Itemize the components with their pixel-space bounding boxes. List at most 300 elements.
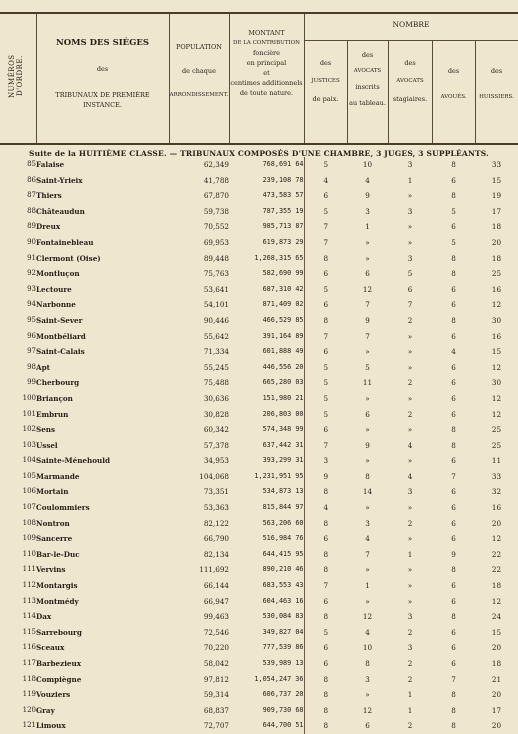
avoues-count: 4 [451, 347, 456, 357]
avocats-count: 7 [365, 300, 370, 310]
row-number: 94 [27, 300, 36, 309]
table-row [0, 453, 518, 469]
population: 60,342 [203, 425, 229, 435]
population: 68,837 [203, 705, 229, 715]
tribunal-name: Vervins [36, 565, 66, 575]
justices-count: 6 [304, 266, 347, 282]
table-row [0, 594, 518, 610]
row-number: 95 [27, 315, 36, 324]
row-number: 106 [22, 487, 36, 496]
montant: 890,210 46 [262, 565, 304, 574]
population: 62,349 [203, 160, 229, 169]
huissiers-heading: HUISSIERS. [479, 94, 514, 100]
avoues-count: 6 [451, 456, 456, 466]
justices-count: 8 [304, 313, 347, 329]
table-header [0, 12, 518, 145]
huissiers-count: 20 [491, 518, 502, 528]
montant: 446,556 20 [262, 362, 304, 371]
huissiers-count: 17 [491, 206, 502, 216]
montant-l7: de toute nature. [239, 89, 294, 97]
justices-count: 4 [304, 173, 347, 189]
rule [304, 40, 518, 41]
avoues-count: 6 [451, 378, 456, 388]
table-row [0, 344, 518, 360]
avoues-count: 6 [451, 222, 456, 232]
stagiaires-count: 2 [407, 721, 413, 731]
table-row [0, 578, 518, 594]
population: 58,042 [203, 659, 229, 668]
montant: 473,583 57 [262, 191, 304, 200]
avocats-count: » [365, 393, 370, 403]
avocats-count: 7 [365, 331, 370, 341]
row-number: 100 [22, 393, 36, 402]
montant-l6: centimes additionnels [230, 79, 303, 87]
montant: 619,873 29 [262, 237, 304, 246]
population: 55,245 [203, 362, 229, 372]
table-row [0, 500, 518, 516]
avocats-count: » [365, 690, 370, 700]
montant: 606,737 20 [262, 690, 304, 699]
stagiaires-count: 7 [407, 300, 413, 310]
justices-count: 7 [304, 235, 347, 251]
avocats-count: 6 [365, 409, 370, 419]
row-number: 98 [27, 362, 36, 371]
stagiaires-count: 4 [407, 471, 413, 481]
population: 82,122 [203, 518, 229, 528]
avoues-count: 8 [451, 191, 456, 201]
tribunal-name: Compiègne [36, 674, 82, 684]
montant-l3: foncière [252, 49, 281, 57]
table-row [0, 188, 518, 204]
huissiers-count: 12 [491, 534, 502, 544]
population: 89,448 [203, 253, 229, 263]
avocats-count: 8 [365, 471, 370, 481]
stagiaires-count: » [407, 425, 413, 435]
tribunal-name: Apt [36, 362, 50, 372]
stagiaires-count: 3 [407, 643, 413, 653]
justices-count: 8 [304, 547, 347, 563]
stagiaires-count: 1 [407, 705, 413, 715]
avoues-count: 8 [451, 269, 456, 279]
avocats-count: 12 [362, 612, 373, 622]
data-table [0, 157, 518, 734]
row-number: 93 [27, 284, 36, 293]
stagiaires-count: » [407, 347, 413, 357]
row-number: 115 [22, 627, 36, 636]
stagiaires-count: 2 [407, 315, 413, 325]
stagiaires-count: » [407, 565, 413, 575]
avocats-count: » [365, 456, 370, 466]
table-row [0, 297, 518, 313]
montant: 1,054,247 36 [254, 674, 304, 683]
huissiers-count: 17 [491, 705, 502, 715]
justices-count: 7 [304, 219, 347, 235]
tribunal-name: Barbezieux [36, 659, 82, 668]
montant: 601,888 49 [262, 347, 304, 356]
tribunal-name: Limoux [36, 721, 66, 731]
huissiers-count: 11 [491, 456, 502, 466]
montant: 1,268,315 65 [254, 253, 304, 262]
avoues-count: 6 [451, 643, 456, 653]
row-number: 89 [27, 222, 36, 231]
table-row [0, 625, 518, 641]
justices-count: 6 [304, 297, 347, 313]
table-row [0, 438, 518, 454]
section-title: Suite de la HUITIÈME CLASSE. — TRIBUNAUX COMPOSÉS D'UNE CHAMBRE, 3 JUGES, 3 SUPPLÉANTS. [29, 149, 489, 158]
justices-count: 8 [304, 672, 347, 688]
stagiaires-count: » [407, 534, 413, 544]
justices-count: 5 [304, 625, 347, 641]
row-number: 86 [27, 175, 36, 184]
stagiaires-count: » [407, 362, 413, 372]
row-number: 103 [22, 440, 36, 449]
justices-count: 7 [304, 438, 347, 454]
population: 53,363 [203, 503, 229, 513]
population: 82,134 [203, 549, 229, 559]
montant: 539,989 13 [262, 659, 304, 667]
avocats-count: » [365, 565, 370, 575]
population: 41,788 [203, 175, 229, 185]
table-row [0, 484, 518, 500]
table-row [0, 251, 518, 267]
table-row [0, 703, 518, 719]
avocats-count: 12 [362, 705, 373, 715]
montant: 239,108 78 [262, 175, 304, 184]
avocats-count: 3 [365, 518, 370, 528]
avoues-count: 8 [451, 705, 456, 715]
population-de: de chaque [182, 67, 216, 75]
tribunal-name: Sens [36, 425, 56, 435]
noms-subheading: TRIBUNAUX DE PREMIÈRE INSTANCE. [55, 91, 150, 109]
population: 104,068 [199, 471, 229, 481]
avoues-count: 7 [451, 674, 456, 684]
stagiaires-count: » [407, 503, 413, 513]
rule [388, 40, 389, 143]
table-row [0, 204, 518, 220]
population: 59,314 [203, 690, 229, 700]
huissiers-count: 12 [491, 393, 502, 403]
avocats-count: 9 [365, 315, 370, 325]
montant: 871,409 02 [262, 300, 304, 309]
table-row [0, 157, 518, 173]
huissiers-count: 12 [491, 300, 502, 310]
tribunal-name: Falaise [36, 160, 65, 169]
montant: 582,690 99 [262, 269, 304, 278]
population: 66,144 [203, 581, 229, 591]
justices-heading: JUSTICES [311, 78, 340, 84]
avoues-count: 6 [451, 175, 456, 185]
avoues-count: 7 [451, 471, 456, 481]
population: 55,642 [203, 331, 229, 341]
avocats-count: » [365, 503, 370, 513]
avoues-count: 6 [451, 393, 456, 403]
avocats-count: 9 [365, 440, 370, 450]
avoues-count: 6 [451, 487, 456, 497]
table-row [0, 469, 518, 485]
avoues-count: 6 [451, 362, 456, 372]
stagiaires-count: 2 [407, 627, 413, 637]
justices-count: 5 [304, 157, 347, 173]
population: 67,870 [203, 191, 229, 201]
huissiers-count: 25 [491, 440, 502, 450]
stagiaires-count: » [407, 456, 413, 466]
avocats-count: 6 [365, 721, 370, 731]
avocats-count: 14 [362, 487, 373, 497]
huissiers-count: 33 [491, 160, 502, 169]
avoues-count: 6 [451, 518, 456, 528]
tribunal-name: Ussel [36, 440, 58, 450]
avoues-count: 8 [451, 690, 456, 700]
huissiers-count: 15 [491, 347, 502, 357]
table-row [0, 656, 518, 672]
huissiers-count: 15 [491, 175, 502, 185]
table-row [0, 718, 518, 734]
row-number: 113 [22, 596, 36, 605]
montant: 644,415 95 [262, 549, 304, 558]
justices-count: 6 [304, 188, 347, 204]
population: 72,707 [203, 721, 229, 731]
avoues-count: 6 [451, 627, 456, 637]
row-number: 112 [22, 581, 36, 590]
row-number: 116 [22, 643, 36, 652]
huissiers-count: 20 [491, 690, 502, 700]
row-number: 99 [27, 378, 36, 387]
montant: 687,310 42 [262, 284, 304, 293]
table-row [0, 531, 518, 547]
population: 59,738 [203, 206, 229, 216]
huissiers-count: 20 [491, 237, 502, 247]
huissiers-count: 30 [491, 315, 502, 325]
stagiaires-count: » [407, 237, 413, 247]
population: 30,636 [203, 393, 229, 403]
row-number: 102 [22, 425, 36, 434]
stagiaires-count: 1 [407, 175, 413, 185]
montant-l5: et [263, 69, 270, 77]
rule [36, 14, 37, 143]
justices-count: 6 [304, 640, 347, 656]
huissiers-count: 16 [491, 284, 502, 294]
justices-count: 9 [304, 469, 347, 485]
stagiaires-count: 2 [407, 674, 413, 684]
population: 75,488 [203, 378, 229, 388]
row-number: 105 [22, 471, 36, 480]
stagiaires-count: 2 [407, 518, 413, 528]
avoues-count: 8 [451, 565, 456, 575]
tribunal-name: Bar-le-Duc [36, 549, 80, 559]
montant: 683,553 43 [262, 581, 304, 590]
population: 72,546 [203, 627, 229, 637]
row-number: 109 [22, 534, 36, 543]
huissiers-count: 18 [491, 659, 502, 668]
avoues-count: 8 [451, 612, 456, 622]
row-number: 87 [27, 191, 36, 200]
population-subheading: ARRONDISSEMENT. [169, 92, 229, 98]
row-number: 96 [27, 331, 36, 340]
tribunal-name: Sancerre [36, 534, 73, 544]
table-row [0, 329, 518, 345]
montant: 151,980 21 [262, 393, 304, 402]
montant: 815,844 97 [262, 503, 304, 512]
avocats-count: 11 [362, 378, 373, 388]
avocats-count: » [365, 253, 370, 263]
table-row [0, 407, 518, 423]
stagiaires-count: 4 [407, 440, 413, 450]
montant: 393,299 31 [262, 456, 304, 465]
huissiers-count: 18 [491, 222, 502, 232]
population: 75,763 [203, 269, 229, 279]
avocats-count: 1 [365, 581, 370, 591]
avoues-count: 9 [451, 549, 456, 559]
tribunal-name: Thiers [36, 191, 62, 201]
numero-heading: NUMÉROS D'ORDRE. [8, 54, 24, 98]
row-number: 92 [27, 269, 36, 278]
tribunal-name: Marmande [36, 471, 80, 481]
avoues-count: 6 [451, 300, 456, 310]
huissiers-count: 19 [491, 191, 502, 201]
table-row [0, 422, 518, 438]
row-number: 97 [27, 347, 36, 356]
montant-heading: MONTANT [248, 29, 285, 37]
stagiaires-count: 2 [407, 659, 413, 668]
stagiaires-count: 1 [407, 690, 413, 700]
avocats-count: 1 [365, 222, 370, 232]
justices-count: 5 [304, 204, 347, 220]
tribunal-name: Saint-Sever [36, 315, 83, 325]
tribunal-name: Nontron [36, 518, 70, 528]
table-row [0, 282, 518, 298]
justices-count: 6 [304, 422, 347, 438]
stagiaires-heading: AVOCATS [396, 78, 424, 84]
table-row [0, 609, 518, 625]
population: 54,101 [203, 300, 229, 310]
avocats-l3: au tableau. [349, 99, 386, 107]
avoues-count: 8 [451, 425, 456, 435]
montant: 665,280 03 [262, 378, 304, 387]
justices-subheading: de paix. [312, 95, 339, 103]
avocats-count: 10 [362, 643, 373, 653]
justices-count: 7 [304, 578, 347, 594]
huissiers-count: 18 [491, 253, 502, 263]
huissiers-des: des [490, 67, 503, 75]
montant: 777,539 86 [262, 643, 304, 652]
avocats-count: 10 [362, 160, 373, 169]
row-number: 110 [22, 549, 36, 558]
huissiers-count: 33 [491, 471, 502, 481]
justices-count: 8 [304, 562, 347, 578]
huissiers-count: 25 [491, 269, 502, 279]
huissiers-count: 24 [491, 612, 502, 622]
montant: 787,355 19 [262, 206, 304, 215]
table-row [0, 672, 518, 688]
justices-count: 5 [304, 282, 347, 298]
stagiaires-count: 2 [407, 409, 413, 419]
justices-count: 8 [304, 484, 347, 500]
justices-count: 8 [304, 609, 347, 625]
table-row [0, 173, 518, 189]
avoues-count: 8 [451, 315, 456, 325]
tribunal-name: Saint-Calais [36, 347, 85, 357]
huissiers-count: 25 [491, 425, 502, 435]
stagiaires-des: des [404, 59, 416, 67]
huissiers-count: 30 [491, 378, 502, 388]
tribunal-name: Montmédy [36, 596, 79, 606]
avocats-count: » [365, 425, 370, 435]
row-number: 88 [27, 206, 36, 215]
avoues-count: 8 [451, 721, 456, 731]
montant: 604,463 16 [262, 596, 304, 605]
avocats-count: 9 [365, 191, 370, 201]
stagiaires-count: 6 [407, 284, 413, 294]
montant: 206,803 00 [262, 409, 304, 418]
justices-count: 8 [304, 251, 347, 267]
huissiers-count: 16 [491, 331, 502, 341]
stagiaires-count: 1 [407, 549, 413, 559]
justices-count: 4 [304, 500, 347, 516]
row-number: 114 [22, 612, 36, 621]
avocats-count: » [365, 347, 370, 357]
huissiers-count: 12 [491, 596, 502, 606]
stagiaires-count: 5 [407, 269, 413, 279]
tribunal-name: Sceaux [36, 643, 65, 653]
tribunal-name: Montluçon [36, 269, 80, 279]
tribunal-name: Briançon [36, 393, 73, 403]
population: 111,692 [199, 565, 229, 575]
huissiers-count: 20 [491, 721, 502, 731]
justices-count: 8 [304, 516, 347, 532]
row-number: 108 [22, 518, 36, 527]
avoues-count: 8 [451, 160, 456, 169]
montant: 1,231,951 95 [254, 471, 304, 480]
montant: 644,700 51 [262, 721, 304, 730]
avoues-count: 6 [451, 581, 456, 591]
tribunal-name: Sarrebourg [36, 627, 82, 637]
population: 90,446 [203, 315, 229, 325]
avoues-count: 6 [451, 284, 456, 294]
montant: 349,827 04 [262, 627, 304, 636]
row-number: 111 [22, 565, 36, 574]
avocats-count: 8 [365, 659, 370, 668]
stagiaires-count: 3 [407, 206, 413, 216]
huissiers-count: 21 [491, 674, 502, 684]
population: 70,220 [203, 643, 229, 653]
avocats-count: 6 [365, 269, 370, 279]
tribunal-name: Dax [36, 612, 52, 622]
tribunal-name: Montargis [36, 581, 78, 591]
montant: 391,164 89 [262, 331, 304, 340]
table-row [0, 235, 518, 251]
justices-count: 6 [304, 531, 347, 547]
stagiaires-count: 2 [407, 378, 413, 388]
table-row [0, 266, 518, 282]
justices-count: 3 [304, 453, 347, 469]
row-number: 91 [27, 253, 36, 262]
table-row [0, 219, 518, 235]
justices-count: 8 [304, 687, 347, 703]
avoues-count: 6 [451, 534, 456, 544]
avocats-count: 3 [365, 206, 370, 216]
montant: 466,529 85 [262, 315, 304, 324]
avocats-count: 7 [365, 549, 370, 559]
avocats-count: » [365, 596, 370, 606]
population: 30,828 [203, 409, 229, 419]
montant: 637,442 31 [262, 440, 304, 449]
tribunal-name: Châteaudun [36, 206, 85, 216]
montant-l4: en principal [246, 59, 287, 67]
table-row [0, 687, 518, 703]
tribunal-name: Sainte-Ménehould [36, 456, 111, 466]
stagiaires-count: » [407, 596, 413, 606]
justices-count: 8 [304, 718, 347, 734]
